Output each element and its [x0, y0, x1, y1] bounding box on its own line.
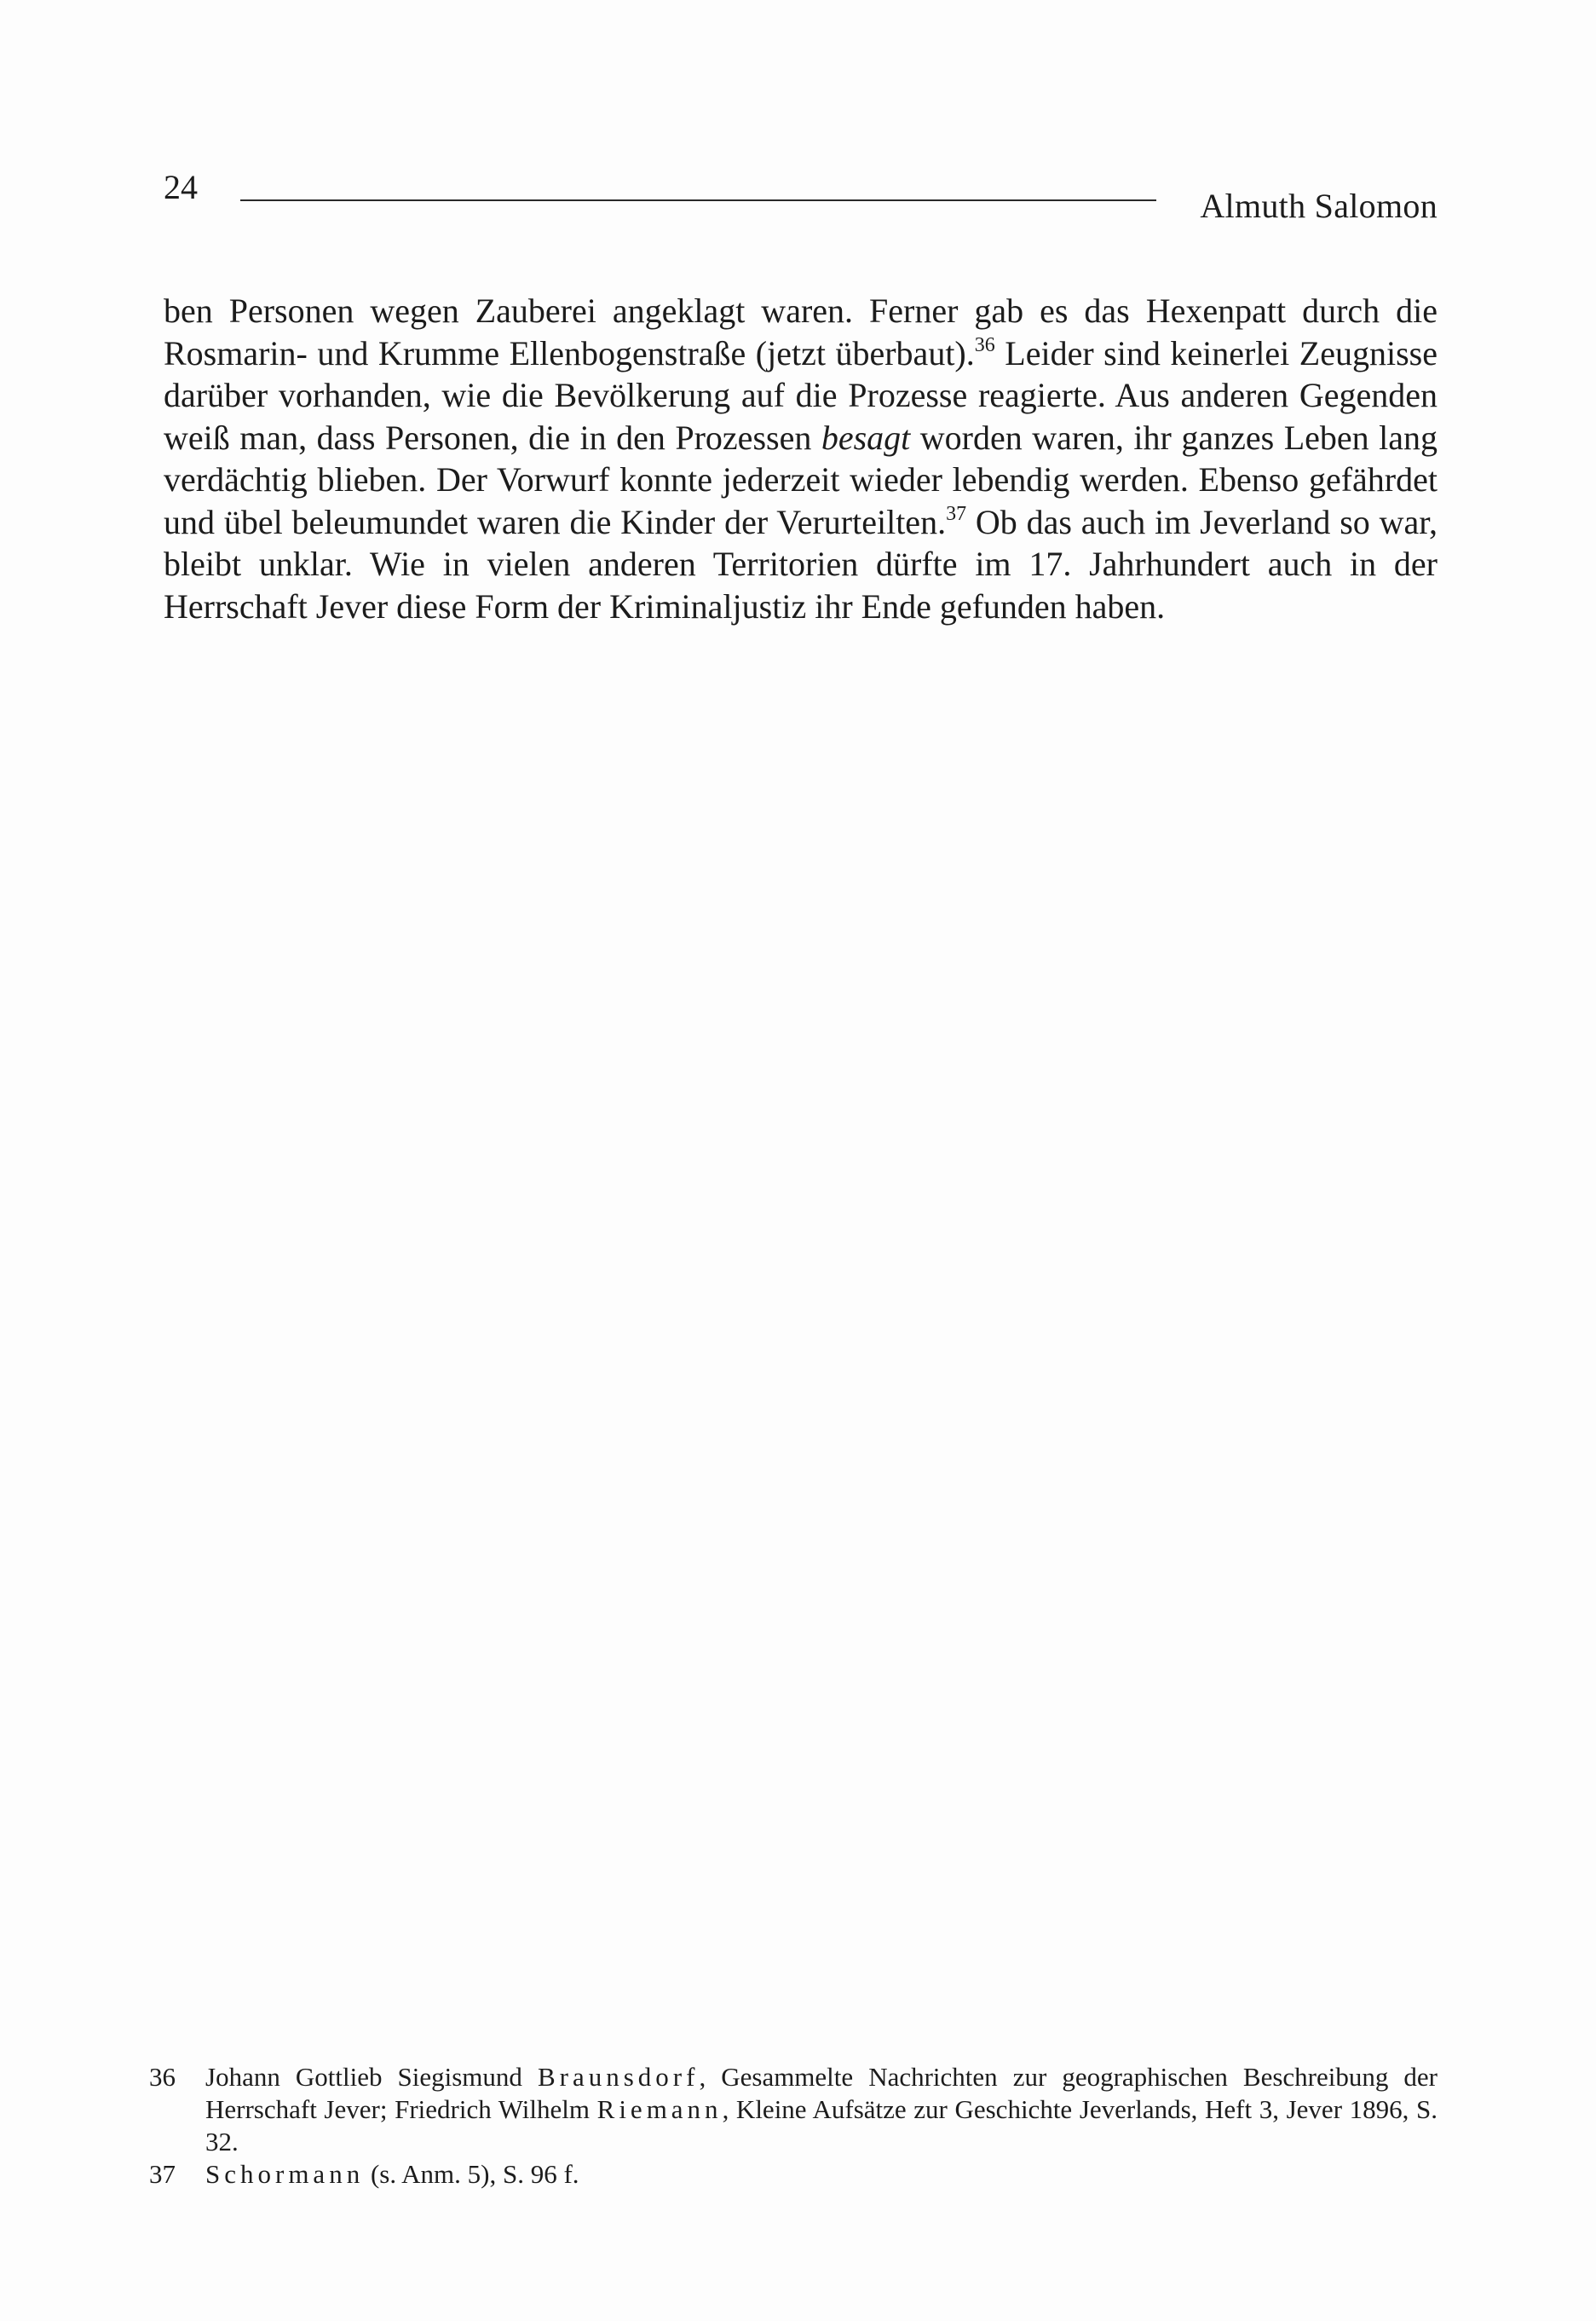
author-name: Riemann [596, 2094, 723, 2124]
text-run: , Gesammelte Nachrichten zur geographischen Beschreibung der Herrschaft Jever; Friedrich Wilhelm [205, 2062, 1438, 2124]
footnote-37 [149, 2158, 1438, 2191]
footnote-ref-36: 36 [974, 333, 995, 356]
text-run: Ob das auch im Jeverland so war, bleibt unklar. Wie in vielen anderen Territorien dürfte im 17. Jahrhundert auch in der Herrschaft Jever diese Form der Kriminaljustiz ihr Ende gefunden haben. [164, 502, 1438, 626]
page-header [164, 168, 1438, 225]
footnote-text [205, 2061, 1438, 2158]
text-run: Leider sind keinerlei Zeugnisse darüber vorhanden, wie die Bevölkerung auf die Prozesse reagierte. Aus anderen Gegenden weiß man, dass Personen, die in den Prozessen [164, 333, 1438, 457]
text-run: , Kleine Aufsätze zur Geschichte Jeverlands, Heft 3, Jever 1896, S. 32. [205, 2094, 1438, 2156]
text-run: worden waren, ihr ganzes Leben lang verdächtig blieben. Der Vorwurf konnte jederzeit wieder lebendig werden. Ebenso gefährdet und übel beleumundet waren die Kinder der Verurteilten. [164, 418, 1438, 541]
header-rule [240, 199, 1156, 201]
text-run: ben Personen wegen Zauberei angeklagt waren. Ferner gab es das Hexenpatt durch die Rosmarin- und Krumme Ellenbogenstraße (jetzt überbaut). [164, 292, 1438, 372]
footnotes [149, 2061, 1438, 2191]
running-head: Almuth Salomon [1200, 187, 1438, 225]
author-name: Schormann [205, 2159, 365, 2189]
footnote-36 [149, 2061, 1438, 2158]
author-name: Braunsdorf [537, 2062, 700, 2092]
body-text [164, 290, 1438, 627]
footnote-number: 36 [149, 2062, 176, 2092]
text-run: (s. Anm. 5), S. 96 f. [364, 2159, 579, 2189]
footnote-number: 37 [149, 2159, 176, 2189]
text-run: Johann Gottlieb Siegismund [205, 2062, 538, 2092]
italic-term: besagt [821, 418, 911, 457]
footnote-text [205, 2158, 1438, 2191]
page-number: 24 [164, 168, 198, 206]
paragraph [164, 290, 1438, 627]
footnote-ref-37: 37 [946, 502, 967, 525]
